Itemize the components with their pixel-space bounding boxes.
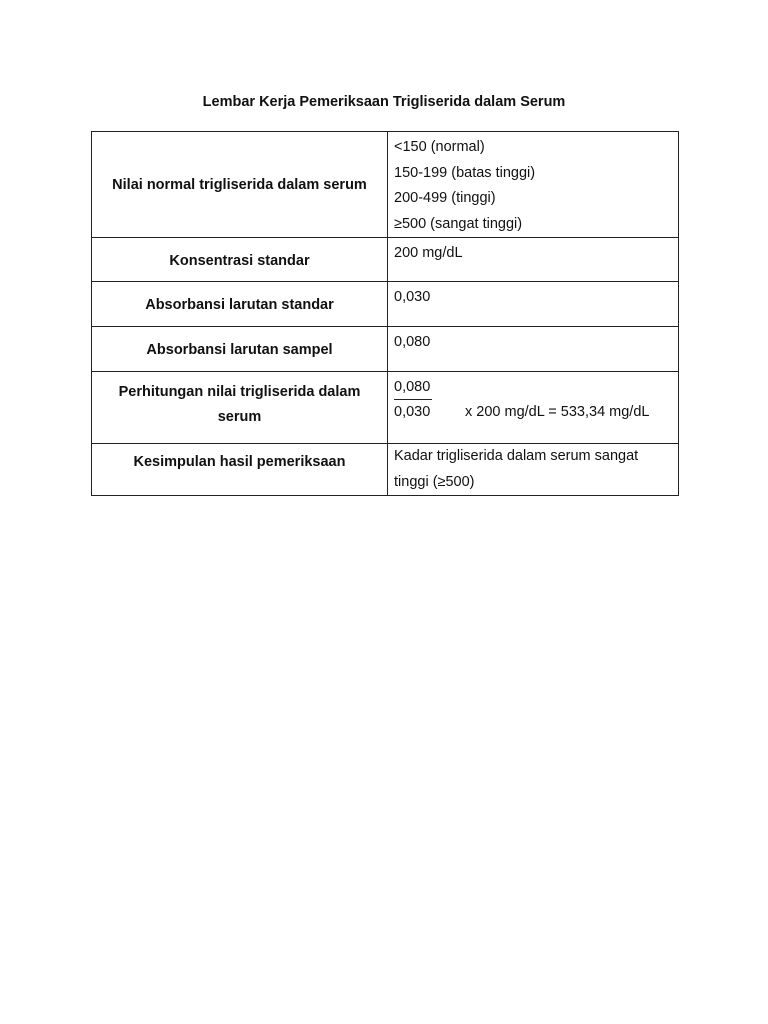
worksheet-table (91, 131, 679, 496)
standard-absorbance-label: Absorbansi larutan standar (92, 282, 388, 327)
sample-absorbance-value: 0,080 (388, 327, 679, 372)
calculation-value (388, 372, 679, 444)
table-row (92, 372, 679, 444)
page-title: Lembar Kerja Pemeriksaan Trigliserida dalam Serum (202, 94, 566, 110)
table-row (92, 282, 679, 327)
table-row (92, 132, 679, 238)
standard-concentration-value: 200 mg/dL (388, 238, 679, 282)
table-row (92, 327, 679, 372)
conclusion-value: Kadar trigliserida dalam serum sangat tinggi (≥500) (388, 444, 679, 496)
fraction (394, 375, 672, 443)
normal-value-label: Nilai normal trigliserida dalam serum (92, 132, 388, 238)
range-high: 200-499 (tinggi) (394, 190, 496, 206)
calculation-label: Perhitungan nilai trigliserida dalam serum (92, 372, 388, 444)
conclusion-label: Kesimpulan hasil pemeriksaan (92, 444, 388, 496)
standard-absorbance-value: 0,030 (388, 282, 679, 327)
range-borderline-high: 150-199 (batas tinggi) (394, 164, 536, 181)
sample-absorbance-label: Absorbansi larutan sampel (92, 327, 388, 372)
fraction-denominator: 0,030 (394, 404, 431, 420)
range-normal: <150 (normal) (394, 139, 485, 155)
normal-value-ranges (388, 132, 679, 238)
table-row (92, 444, 679, 496)
range-very-high: ≥500 (sangat tinggi) (394, 215, 523, 232)
calculation-formula: x 200 mg/dL = 533,34 mg/dL (465, 404, 650, 420)
table-row (92, 238, 679, 282)
standard-concentration-label: Konsentrasi standar (92, 238, 388, 282)
fraction-numerator: 0,080 (394, 375, 432, 400)
